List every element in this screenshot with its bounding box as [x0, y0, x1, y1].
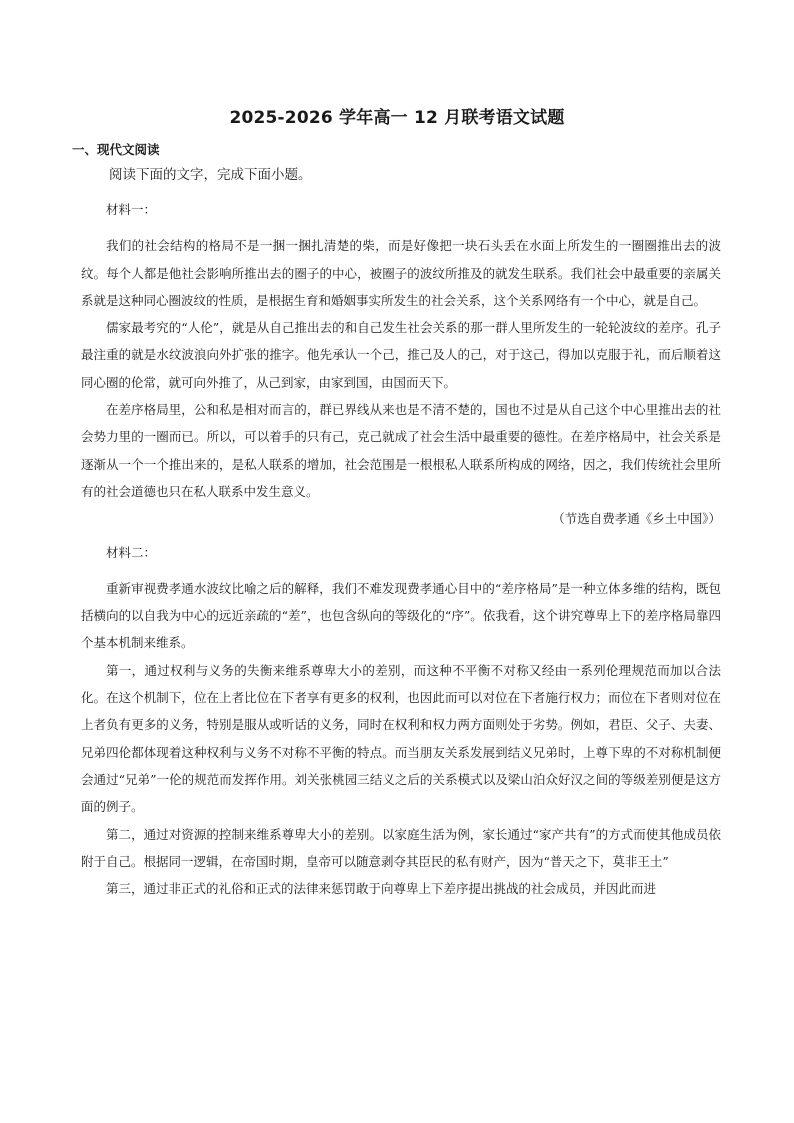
page-title: 2025-2026 学年高一 12 月联考语文试题	[229, 108, 565, 128]
material-two-paragraph-1: 重新审视费孝通水波纹比喻之后的解释，我们不难发现费孝通心目中的“差序格局”是一种立体多维的结构，既包括横向的以自我为中心的远近亲疏的“差”，也包含纵向的等级化的“序”。依我看，这个讲究尊卑上下的差序格局靠四个基本机制来维系。	[81, 580, 721, 651]
material-two-label: 材料二：	[106, 544, 157, 560]
material-one-paragraph-3: 在差序格局里，公和私是相对而言的，群已界线从来也是不清不楚的，国也不过是从自己这个中心里推出去的社会势力里的一圈而已。所以，可以着手的只有己，克己就成了社会生活中最重要的德性。在差序格局中，社会关系是逐渐从一个一个推出来的，是私人联系的增加，社会范围是一根根私人联系所构成的网络，因之，我们传统社会里所有的社会道德也只在私人联系中发生意义。	[81, 402, 721, 499]
section-heading: 一、现代文阅读	[72, 142, 160, 157]
material-one-paragraph-1: 我们的社会结构的格局不是一捆一捆扎清楚的柴，而是好像把一块石头丢在水面上所发生的一圈圈推出去的波纹。每个人都是他社会影响所推出去的圈子的中心，被圈子的波纹所推及的就发生联系。我们社会中最重要的亲属关系就是这种同心圈波纹的性质，是根据生育和婚姻事实所发生的社会关系，这个关系网络有一个中心，就是自己。	[81, 238, 721, 308]
material-one-label: 材料一：	[106, 202, 157, 217]
material-two-paragraph-3: 第二，通过对资源的控制来维系尊卑大小的差别。以家庭生活为例，家长通过“家产共有”的方式而使其他成员依附于自己。根据同一逻辑，在帝国时期，皇帝可以随意剥夺其臣民的私有财产，因为“普天之下，莫非王土”	[81, 826, 721, 869]
material-two-paragraph-4: 第三，通过非正式的礼俗和正式的法律来惩罚敢于向尊卑上下差序提出挑战的社会成员，并因此而进	[106, 881, 657, 897]
material-one-paragraph-2: 儒家最考究的“人伦”，就是从自己推出去的和自己发生社会关系的那一群人里所发生的一轮轮波纹的差序。孔子最注重的就是水纹波浪向外扩张的推字。他先承认一个己，推己及人的己，对于这己，得加以克服于礼，而后顺着这同心圈的伦常，就可向外推了，从己到家，由家到国，由国而天下。	[81, 320, 721, 390]
material-one-source: （节选自费孝通《乡土中国》）	[552, 511, 721, 527]
reading-instruction: 阅读下面的文字，完成下面小题。	[109, 167, 312, 183]
reading-passage	[81, 196, 721, 902]
material-two-paragraph-2: 第一，通过权利与义务的失衡来维系尊卑大小的差别，而这种不平衡不对称又经由一系列伦理规范而加以合法化。在这个机制下，位在上者比位在下者享有更多的权利，也因此而可以对位在下者施行权力；而位在下者则对位在上者负有更多的义务，特别是服从或听话的义务，同时在权利和权力两方面则处于劣势。例如，君臣、父子、夫妻、兄弟四伦都体现着这种权利与义务不对称不平衡的特点。而当朋友关系发展到结义兄弟时，上尊下卑的不对称机制便会通过“兄弟”一伦的规范而发挥作用。刘关张桃园三结义之后的关系模式以及梁山泊众好汉之间的等级差别便是这方面的例子。	[81, 662, 721, 815]
